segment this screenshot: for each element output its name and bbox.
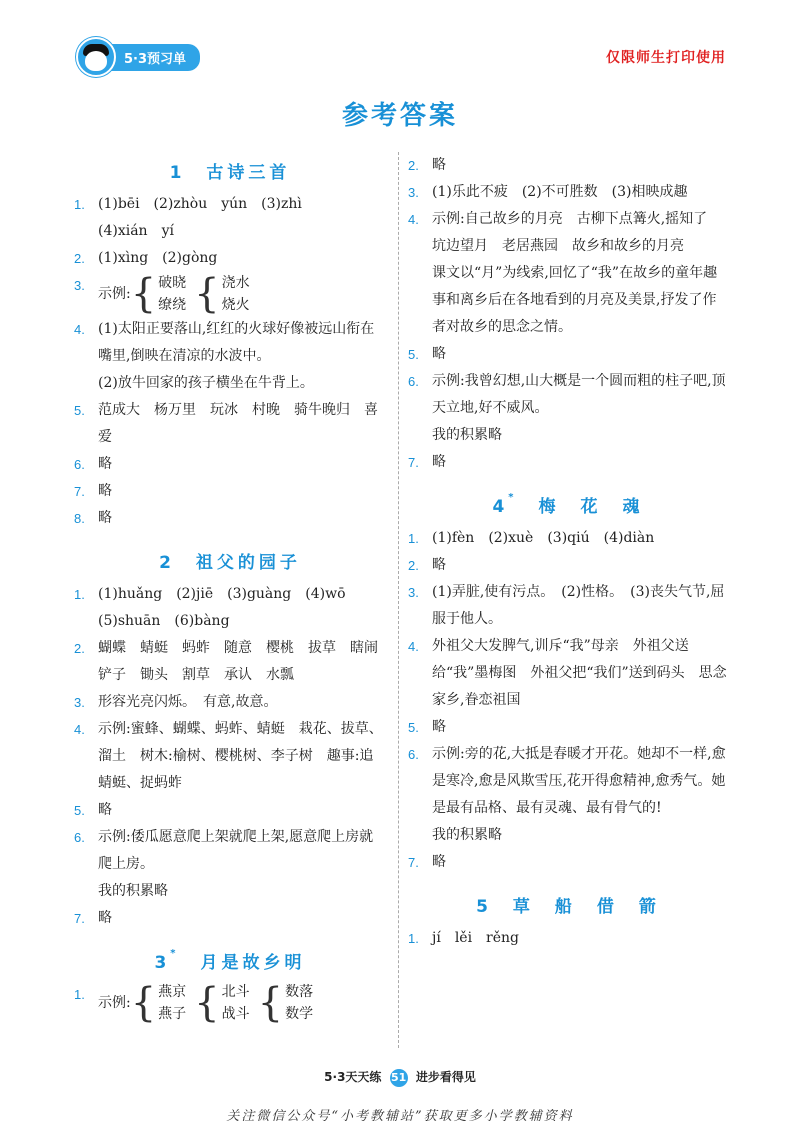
answer-continuation: (4)xián yí <box>98 223 174 239</box>
answer-item: 5. 范成大 杨万里 玩冰 村晚 骑牛晚归 喜爱 <box>74 402 378 445</box>
answer-item: 6. 示例:旁的花,大抵是春暖才开花。她却不一样,愈是寒冷,愈是风欺雪压,花开得愈精神,愈秀气。她是最有品格、最有灵魂、最有骨气的! <box>408 746 726 816</box>
section-title: 4* 梅 花 魂 <box>492 492 644 517</box>
badge-label: 5·3预习单 <box>106 44 200 71</box>
answer-item: 2. (1)xìng (2)gòng <box>74 250 218 266</box>
left-column <box>74 152 392 1026</box>
answer-continuation: 我的积累略 <box>98 883 168 899</box>
answer-item: 2. 略 <box>408 557 446 573</box>
answer-item: 1. (1)fèn (2)xuè (3)qiú (4)diàn <box>408 530 655 546</box>
section-title: 1 古诗三首 <box>169 163 291 183</box>
answer-item: 5. 略 <box>408 346 446 362</box>
answer-item: 1. (1)huǎng (2)jiē (3)guàng (4)wō <box>74 586 346 602</box>
example-prefix: 示例: <box>98 994 131 1011</box>
answer-item: 2. 略 <box>408 157 446 173</box>
example-prefix: 示例: <box>98 285 131 302</box>
answer-continuation: 我的积累略 <box>432 827 502 843</box>
answer-item: 6. 示例:倭瓜愿意爬上架就爬上架,愿意爬上房就爬上房。 <box>74 829 374 872</box>
answer-item: 7. 略 <box>408 454 446 470</box>
answer-item: 7. 略 <box>74 910 112 926</box>
print-notice: 仅限师生打印使用 <box>606 50 726 66</box>
right-column <box>408 152 728 952</box>
answer-item: 5. 略 <box>74 802 112 818</box>
answer-item: 4. (1)太阳正要落山,红红的火球好像被远山衔在嘴里,倒映在清凉的水波中。 <box>74 321 375 364</box>
answer-item: 4. 外祖父大发脾气,训斥“我”母亲 外祖父送给“我”墨梅图 外祖父把“我们”送到码头 思念家乡,眷恋祖国 <box>408 638 727 708</box>
mascot-avatar-icon <box>76 37 116 77</box>
answer-item: 6. 示例:我曾幻想,山大概是一个圆而粗的柱子吧,顶天立地,好不威风。 <box>408 373 726 416</box>
brace-icon: { <box>130 271 157 317</box>
answer-item: 5. 略 <box>408 719 446 735</box>
page-title: 参考答案 <box>341 101 458 131</box>
answer-item: 7. 略 <box>408 854 446 870</box>
brace-icon: { <box>130 980 157 1026</box>
answer-item: 7. 略 <box>74 483 112 499</box>
brace-icon: { <box>257 980 284 1026</box>
brace-icon: { <box>194 980 220 1026</box>
page-footer <box>0 1068 800 1087</box>
answer-item: 3. (1)弄脏,使有污点。 (2)性格。 (3)丧失气节,屈服于他人。 <box>408 584 725 627</box>
section-title: 5 草 船 借 箭 <box>476 897 660 917</box>
section-title: 2 祖父的园子 <box>159 553 301 573</box>
header-badge <box>76 40 200 74</box>
brace-icon: { <box>194 271 220 317</box>
answer-item: 2. 蝴蝶 蜻蜓 蚂蚱 随意 樱桃 拔草 瞎闹 铲子 锄头 割草 承认 水瓢 <box>74 640 392 683</box>
answer-item: 8. 略 <box>74 510 112 526</box>
answer-item: 3. (1)乐此不疲 (2)不可胜数 (3)相映成趣 <box>408 184 688 200</box>
answer-item-brace: 3. 示例: { 破晓 缭绕 { 浇水 烧火 <box>74 271 250 317</box>
footer-right: 进步看得见 <box>415 1070 476 1084</box>
answer-item: 1. (1)bēi (2)zhòu yún (3)zhì <box>74 196 302 212</box>
answer-item: 3. 形容光亮闪烁。 有意,故意。 <box>74 694 278 710</box>
answer-item: 4. 示例:蜜蜂、蝴蝶、蚂蚱、蜻蜓 栽花、拔草、溜土 树木:榆树、樱桃树、李子树 趣事:追蜻蜓、捉蚂蚱 <box>74 721 383 791</box>
column-divider <box>398 152 399 1048</box>
answer-item: 4. 示例:自己故乡的月亮 古柳下点篝火,摇知了 坑边望月 老居燕园 故乡和故乡的月亮 <box>408 211 722 254</box>
answer-item-brace: 1. 示例: { 燕京 燕子 { 北斗 战斗 { 数落 数学 <box>74 980 314 1026</box>
section-title: 3* 月是故乡明 <box>154 948 306 973</box>
answer-item: 6. 略 <box>74 456 112 472</box>
answer-continuation: 课文以“月”为线索,回忆了“我”在故乡的童年趣事和离乡后在各地看到的月亮及美景,抒发了作者对故乡的思念之情。 <box>432 265 718 335</box>
answer-continuation: (5)shuān (6)bàng <box>98 613 230 629</box>
answer-continuation: (2)放牛回家的孩子横坐在牛背上。 <box>98 375 314 391</box>
answer-continuation: 我的积累略 <box>432 427 502 443</box>
footer-note: 关注微信公众号“小考教辅站”获取更多小学教辅资料 <box>226 1109 574 1124</box>
footer-left: 5·3天天练 <box>324 1070 382 1084</box>
page-number: 51 <box>390 1069 408 1087</box>
answer-item: 1. jí lěi rěng <box>408 930 520 946</box>
